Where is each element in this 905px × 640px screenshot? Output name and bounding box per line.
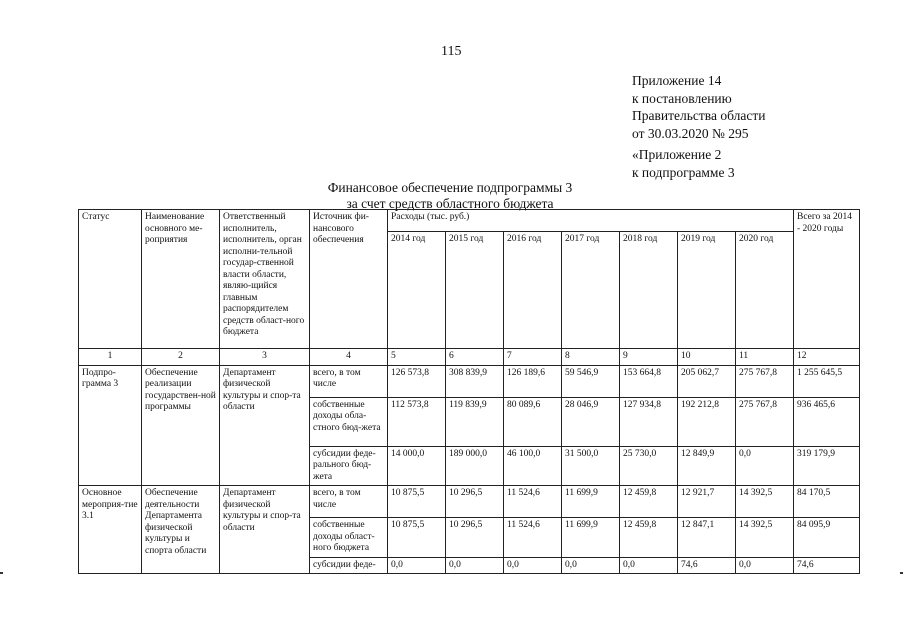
cell-value: 28 046,9 (562, 397, 620, 446)
row-name: Обеспечение деятельности Департамента физической культуры и спорта области (142, 486, 220, 574)
title-line-1: Финансовое обеспечение подпрограммы 3 (327, 180, 573, 195)
cell-total: 1 255 645,5 (794, 365, 860, 397)
cell-value: 14 392,5 (736, 486, 794, 518)
cell-value: 0,0 (736, 446, 794, 486)
header-year-2019: 2019 год (678, 232, 736, 349)
cell-value: 14 392,5 (736, 518, 794, 558)
cell-value: 119 839,9 (446, 397, 504, 446)
col-number: 4 (310, 349, 388, 366)
row-name: Обеспечение реализации государствен-ной программы (142, 365, 220, 486)
cell-total: 319 179,9 (794, 446, 860, 486)
cell-value: 25 730,0 (620, 446, 678, 486)
column-number-row (79, 349, 860, 366)
cell-value: 0,0 (504, 557, 562, 574)
col-number: 5 (388, 349, 446, 366)
cell-total: 936 465,6 (794, 397, 860, 446)
header-year-2020: 2020 год (736, 232, 794, 349)
col-number: 7 (504, 349, 562, 366)
cell-value: 12 847,1 (678, 518, 736, 558)
cell-value: 59 546,9 (562, 365, 620, 397)
financing-table (78, 209, 860, 574)
header-name: Наименование основного ме-роприятия (142, 210, 220, 349)
header-source: Источник фи-нансового обеспечения (310, 210, 388, 349)
cell-value: 11 699,9 (562, 486, 620, 518)
header-year-2017: 2017 год (562, 232, 620, 349)
row-executor: Департамент физической культуры и спор-та области (220, 365, 310, 486)
cell-value: 12 459,8 (620, 518, 678, 558)
cell-value: 192 212,8 (678, 397, 736, 446)
cell-value: 11 699,9 (562, 518, 620, 558)
scan-mark (900, 572, 903, 574)
cell-value: 80 089,6 (504, 397, 562, 446)
row-source: всего, в том числе (310, 486, 388, 518)
cell-total: 84 095,9 (794, 518, 860, 558)
cell-value: 275 767,8 (736, 397, 794, 446)
col-number: 6 (446, 349, 504, 366)
cell-value: 31 500,0 (562, 446, 620, 486)
cell-value: 189 000,0 (446, 446, 504, 486)
page-number: 115 (441, 44, 462, 59)
col-number: 10 (678, 349, 736, 366)
cell-value: 11 524,6 (504, 518, 562, 558)
header-year-2016: 2016 год (504, 232, 562, 349)
appendix2-block (632, 146, 735, 181)
row-status: Подпро-грамма 3 (79, 365, 142, 486)
row-executor: Департамент физической культуры и спор-та области (220, 486, 310, 574)
cell-value: 74,6 (678, 557, 736, 574)
row-status: Основное мероприя-тие 3.1 (79, 486, 142, 574)
appendix-line-3: Правительства области (632, 108, 766, 123)
cell-value: 12 921,7 (678, 486, 736, 518)
col-number: 11 (736, 349, 794, 366)
cell-value: 153 664,8 (620, 365, 678, 397)
cell-value: 0,0 (446, 557, 504, 574)
cell-value: 127 934,8 (620, 397, 678, 446)
appendix-line-1: Приложение 14 (632, 73, 722, 88)
col-number: 3 (220, 349, 310, 366)
cell-value: 11 524,6 (504, 486, 562, 518)
header-year-2018: 2018 год (620, 232, 678, 349)
col-number: 8 (562, 349, 620, 366)
cell-value: 12 459,8 (620, 486, 678, 518)
cell-value: 10 875,5 (388, 518, 446, 558)
appendix-line-2: к постановлению (632, 90, 732, 106)
cell-value: 112 573,8 (388, 397, 446, 446)
cell-value: 126 189,6 (504, 365, 562, 397)
col-number: 2 (142, 349, 220, 366)
cell-value: 0,0 (388, 557, 446, 574)
header-expenses: Расходы (тыс. руб.) (388, 210, 794, 232)
appendix2-line-1: «Приложение 2 (632, 147, 722, 162)
header-status: Статус (79, 210, 142, 349)
cell-value: 0,0 (736, 557, 794, 574)
cell-total: 74,6 (794, 557, 860, 574)
row-source: собственные доходы област-ного бюджета (310, 518, 388, 558)
col-number: 12 (794, 349, 860, 366)
header-total: Всего за 2014 - 2020 годы (794, 210, 860, 349)
cell-value: 308 839,9 (446, 365, 504, 397)
scan-mark (0, 572, 3, 574)
cell-value: 46 100,0 (504, 446, 562, 486)
table-row (79, 365, 860, 397)
row-source: всего, в том числе (310, 365, 388, 397)
col-number: 9 (620, 349, 678, 366)
cell-value: 0,0 (562, 557, 620, 574)
cell-value: 10 296,5 (446, 518, 504, 558)
header-executor: Ответственный исполнитель, исполнитель, орган исполни-тельной государ-ственной власти области, являю-щийся главным распорядителем средств област-ного бюджета (220, 210, 310, 349)
row-source: собственные доходы обла-стного бюд-жета (310, 397, 388, 446)
cell-value: 205 062,7 (678, 365, 736, 397)
cell-value: 14 000,0 (388, 446, 446, 486)
row-source: субсидии феде-рального бюд-жета (310, 446, 388, 486)
header-row (79, 210, 860, 232)
col-number: 1 (79, 349, 142, 366)
appendix2-line-2: к подпрограмме 3 (632, 164, 735, 180)
cell-value: 0,0 (620, 557, 678, 574)
document-title (250, 180, 650, 212)
cell-value: 275 767,8 (736, 365, 794, 397)
table-row (79, 486, 860, 518)
title-line-2: за счет средств областного бюджета (346, 196, 554, 211)
cell-value: 126 573,8 (388, 365, 446, 397)
cell-total: 84 170,5 (794, 486, 860, 518)
appendix-block (632, 72, 765, 142)
header-year-2015: 2015 год (446, 232, 504, 349)
appendix-line-4: от 30.03.2020 № 295 (632, 125, 749, 141)
cell-value: 10 296,5 (446, 486, 504, 518)
row-source: субсидии феде- (310, 557, 388, 574)
cell-value: 12 849,9 (678, 446, 736, 486)
header-year-2014: 2014 год (388, 232, 446, 349)
cell-value: 10 875,5 (388, 486, 446, 518)
